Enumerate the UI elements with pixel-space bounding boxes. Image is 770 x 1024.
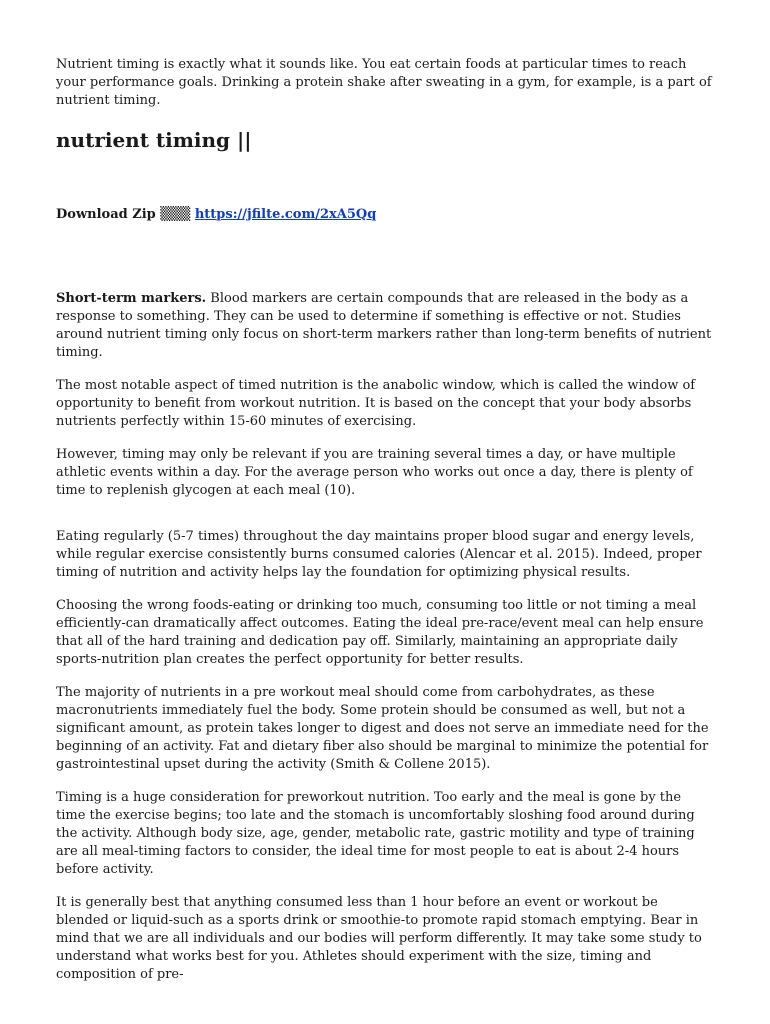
paragraph-timing-relevance: However, timing may only be relevant if you are training several times a day, or have multiple athletic events within a day. For the average person who works out once a day, there is plenty of time to replenish glycogen at each meal (10). bbox=[56, 447, 693, 498]
paragraph-anabolic-window: The most notable aspect of timed nutrition is the anabolic window, which is called the window of opportunity to benefit from workout nutrition. It is based on the concept that your body absorbs nutrients perfectly within 15-60 minutes of exercising. bbox=[56, 378, 696, 429]
paragraph-text: Blood markers are certain compounds that are released in the body as a response to something. They can be used to determine if something is effective or not. Studies around nutrient timing only focus on short-term markers rather than long-term benefits of nutrient timing. bbox=[56, 291, 712, 360]
page-title: nutrient timing || bbox=[56, 128, 252, 152]
paragraph-lead: Short-term markers. bbox=[56, 291, 207, 306]
paragraph-wrong-foods: Choosing the wrong foods-eating or drinking too much, consuming too little or not timing a meal efficiently-can dramatically affect outcomes. Eating the ideal pre-race/event meal can help ensure that all of the hard training and dedication pay off. Similarly, maintaining an appropriate daily sports-nutrition plan creates the perfect opportunity for better results. bbox=[56, 598, 704, 667]
paragraph-preworkout-nutrients: The majority of nutrients in a pre workout meal should come from carbohydrates, as these macronutrients immediately fuel the body. Some protein should be consumed as well, but not a significant amount, as protein takes longer to digest and does not serve an immediate need for the beginning of an activity. Fat and dietary fiber also should be marginal to minimize the potential for gastrointestinal upset during the activity (Smith & Collene 2015). bbox=[56, 685, 709, 772]
download-line bbox=[56, 206, 714, 224]
download-label: Download Zip bbox=[56, 207, 156, 222]
intro-paragraph: Nutrient timing is exactly what it sounds like. You eat certain foods at particular times to reach your performance goals. Drinking a protein shake after sweating in a gym, for example, is a part of nutrient timing. bbox=[56, 57, 712, 108]
glyph-placeholder-icon: ▒▒▒ bbox=[160, 207, 191, 222]
paragraph-eating-regularly: Eating regularly (5-7 times) throughout the day maintains proper blood sugar and energy levels, while regular exercise consistently burns consumed calories (Alencar et al. 2015). Indeed, proper timing of nutrition and activity helps lay the foundation for optimizing physical results. bbox=[56, 529, 702, 580]
paragraph-short-term-markers bbox=[56, 290, 712, 362]
download-link[interactable]: https://jfilte.com/2xA5Qq bbox=[194, 207, 377, 222]
paragraph-liquid-meals: It is generally best that anything consumed less than 1 hour before an event or workout be blended or liquid-such as a sports drink or smoothie-to promote rapid stomach emptying. Bear in mind that we are all individuals and our bodies will perform differently. It may take some study to understand what works best for you. Athletes should experiment with the size, timing and composition of pre- bbox=[56, 895, 702, 982]
paragraph-meal-timing: Timing is a huge consideration for preworkout nutrition. Too early and the meal is gone by the time the exercise begins; too late and the stomach is uncomfortably sloshing food around during the activity. Although body size, age, gender, metabolic rate, gastric motility and type of training are all meal-timing factors to consider, the ideal time for most people to eat is about 2-4 hours before activity. bbox=[56, 790, 695, 877]
